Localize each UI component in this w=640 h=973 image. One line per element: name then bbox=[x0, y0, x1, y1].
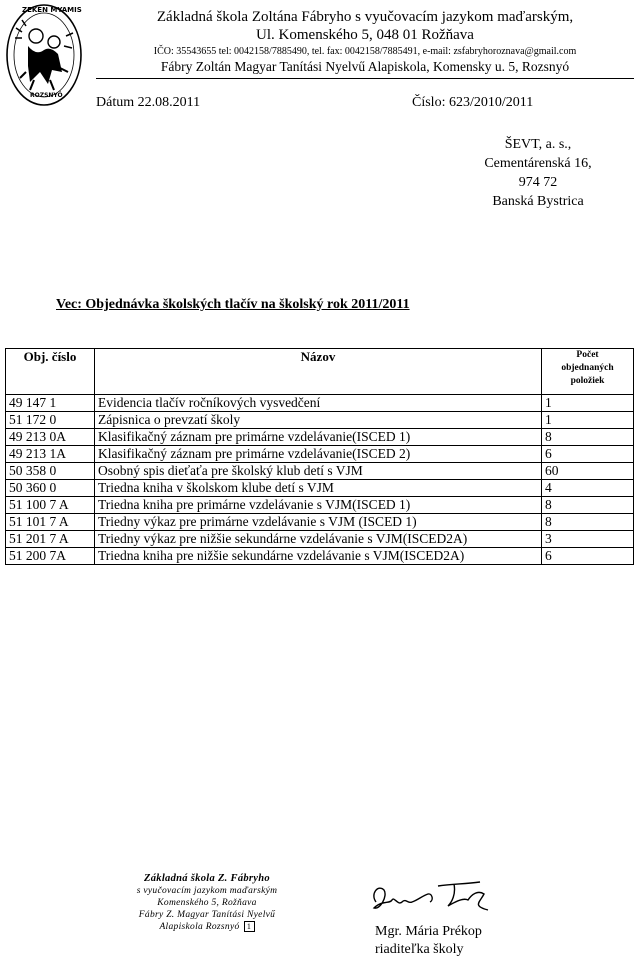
row-code: 49 213 0A bbox=[6, 429, 95, 446]
header-code: Obj. číslo bbox=[6, 349, 95, 395]
stamp-box: 1 bbox=[244, 921, 255, 932]
recipient-address bbox=[468, 135, 608, 211]
letterhead-contact-line: IČO: 35543655 tel: 0042158/7885490, tel. fax: 0042158/7885491, e-mail: zsfabryhoroznava@gmail.com bbox=[153, 46, 577, 57]
row-count: 1 bbox=[542, 395, 634, 412]
row-count: 6 bbox=[542, 548, 634, 565]
order-table bbox=[5, 348, 634, 565]
letterhead bbox=[96, 8, 634, 76]
school-stamp bbox=[117, 873, 297, 933]
row-code: 51 101 7 A bbox=[6, 514, 95, 531]
recipient-line-2: Cementárenská 16, bbox=[484, 156, 592, 171]
table-row bbox=[6, 480, 634, 497]
signer-block bbox=[375, 923, 482, 959]
letterhead-line-2: Ul. Komenského 5, 048 01 Rožňava bbox=[256, 27, 474, 43]
row-code: 49 213 1A bbox=[6, 446, 95, 463]
reference-number: Číslo: 623/2010/2011 bbox=[412, 95, 534, 110]
header-count-line-2: objednaných bbox=[561, 363, 614, 373]
handwritten-signature bbox=[368, 876, 493, 918]
signer-role: riaditeľka školy bbox=[375, 942, 464, 957]
recipient-line-4: Banská Bystrica bbox=[492, 194, 584, 209]
table-row bbox=[6, 412, 634, 429]
row-code: 51 172 0 bbox=[6, 412, 95, 429]
header-count bbox=[542, 349, 634, 395]
table-row bbox=[6, 446, 634, 463]
letter-subject: Vec: Objednávka školských tlačív na školský rok 2011/2011 bbox=[56, 297, 410, 312]
row-name: Triedna kniha v školskom klube detí s VJM bbox=[95, 480, 542, 497]
row-name: Evidencia tlačív ročníkových vysvedčení bbox=[95, 395, 542, 412]
letterhead-line-1: Základná škola Zoltána Fábryho s vyučovacím jazykom maďarským, bbox=[156, 9, 574, 25]
logo-text-bottom: ROZSNYÓ bbox=[30, 92, 63, 99]
table-header-row bbox=[6, 349, 634, 395]
table-row bbox=[6, 395, 634, 412]
row-name: Triedna kniha pre nižšie sekundárne vzdelávanie s VJM(ISCED2A) bbox=[95, 548, 542, 565]
stamp-line-4: Fábry Z. Magyar Tanítási Nyelvű bbox=[138, 910, 276, 920]
logo-text-top: ZEKEN MYAMIS bbox=[22, 6, 82, 14]
row-name: Osobný spis dieťaťa pre školský klub detí s VJM bbox=[95, 463, 542, 480]
letterhead-divider bbox=[96, 78, 634, 79]
row-code: 50 360 0 bbox=[6, 480, 95, 497]
row-code: 51 201 7 A bbox=[6, 531, 95, 548]
header-name: Názov bbox=[95, 349, 542, 395]
letterhead-line-4: Fábry Zoltán Magyar Tanítási Nyelvű Alapiskola, Komensky u. 5, Rozsnyó bbox=[160, 59, 570, 74]
signer-name: Mgr. Mária Prékop bbox=[375, 924, 482, 939]
table-row bbox=[6, 429, 634, 446]
row-count: 8 bbox=[542, 497, 634, 514]
row-name: Zápisnica o prevzatí školy bbox=[95, 412, 542, 429]
header-count-line-3: položiek bbox=[570, 376, 605, 386]
table-row bbox=[6, 548, 634, 565]
date-field: Dátum 22.08.2011 bbox=[96, 95, 201, 110]
row-count: 60 bbox=[542, 463, 634, 480]
row-count: 4 bbox=[542, 480, 634, 497]
table-row bbox=[6, 463, 634, 480]
row-code: 51 200 7A bbox=[6, 548, 95, 565]
recipient-line-3: 974 72 bbox=[518, 175, 558, 190]
school-logo bbox=[4, 2, 84, 108]
stamp-line-1: Základná škola Z. Fábryho bbox=[144, 873, 270, 884]
row-count: 8 bbox=[542, 514, 634, 531]
stamp-line-3: Komenského 5, Rožňava bbox=[157, 898, 257, 908]
row-count: 6 bbox=[542, 446, 634, 463]
row-count: 1 bbox=[542, 412, 634, 429]
row-name: Triedna kniha pre primárne vzdelávanie s VJM(ISCED 1) bbox=[95, 497, 542, 514]
row-code: 50 358 0 bbox=[6, 463, 95, 480]
stamp-line-2: s vyučovacím jazykom maďarským bbox=[136, 886, 278, 896]
table-row bbox=[6, 497, 634, 514]
stamp-line-5-text: Alapiskola Rozsnyó bbox=[159, 922, 240, 932]
recipient-line-1: ŠEVT, a. s., bbox=[504, 137, 572, 152]
header-count-line-1: Počet bbox=[576, 350, 599, 360]
row-name: Triedny výkaz pre nižšie sekundárne vzdelávanie s VJM(ISCED2A) bbox=[95, 531, 542, 548]
row-code: 49 147 1 bbox=[6, 395, 95, 412]
row-name: Klasifikačný záznam pre primárne vzdelávanie(ISCED 1) bbox=[95, 429, 542, 446]
stamp-line-5 bbox=[117, 921, 297, 933]
row-name: Triedny výkaz pre primárne vzdelávanie s VJM (ISCED 1) bbox=[95, 514, 542, 531]
row-count: 3 bbox=[542, 531, 634, 548]
row-count: 8 bbox=[542, 429, 634, 446]
row-code: 51 100 7 A bbox=[6, 497, 95, 514]
row-name: Klasifikačný záznam pre primárne vzdelávanie(ISCED 2) bbox=[95, 446, 542, 463]
table-row bbox=[6, 514, 634, 531]
table-row bbox=[6, 531, 634, 548]
